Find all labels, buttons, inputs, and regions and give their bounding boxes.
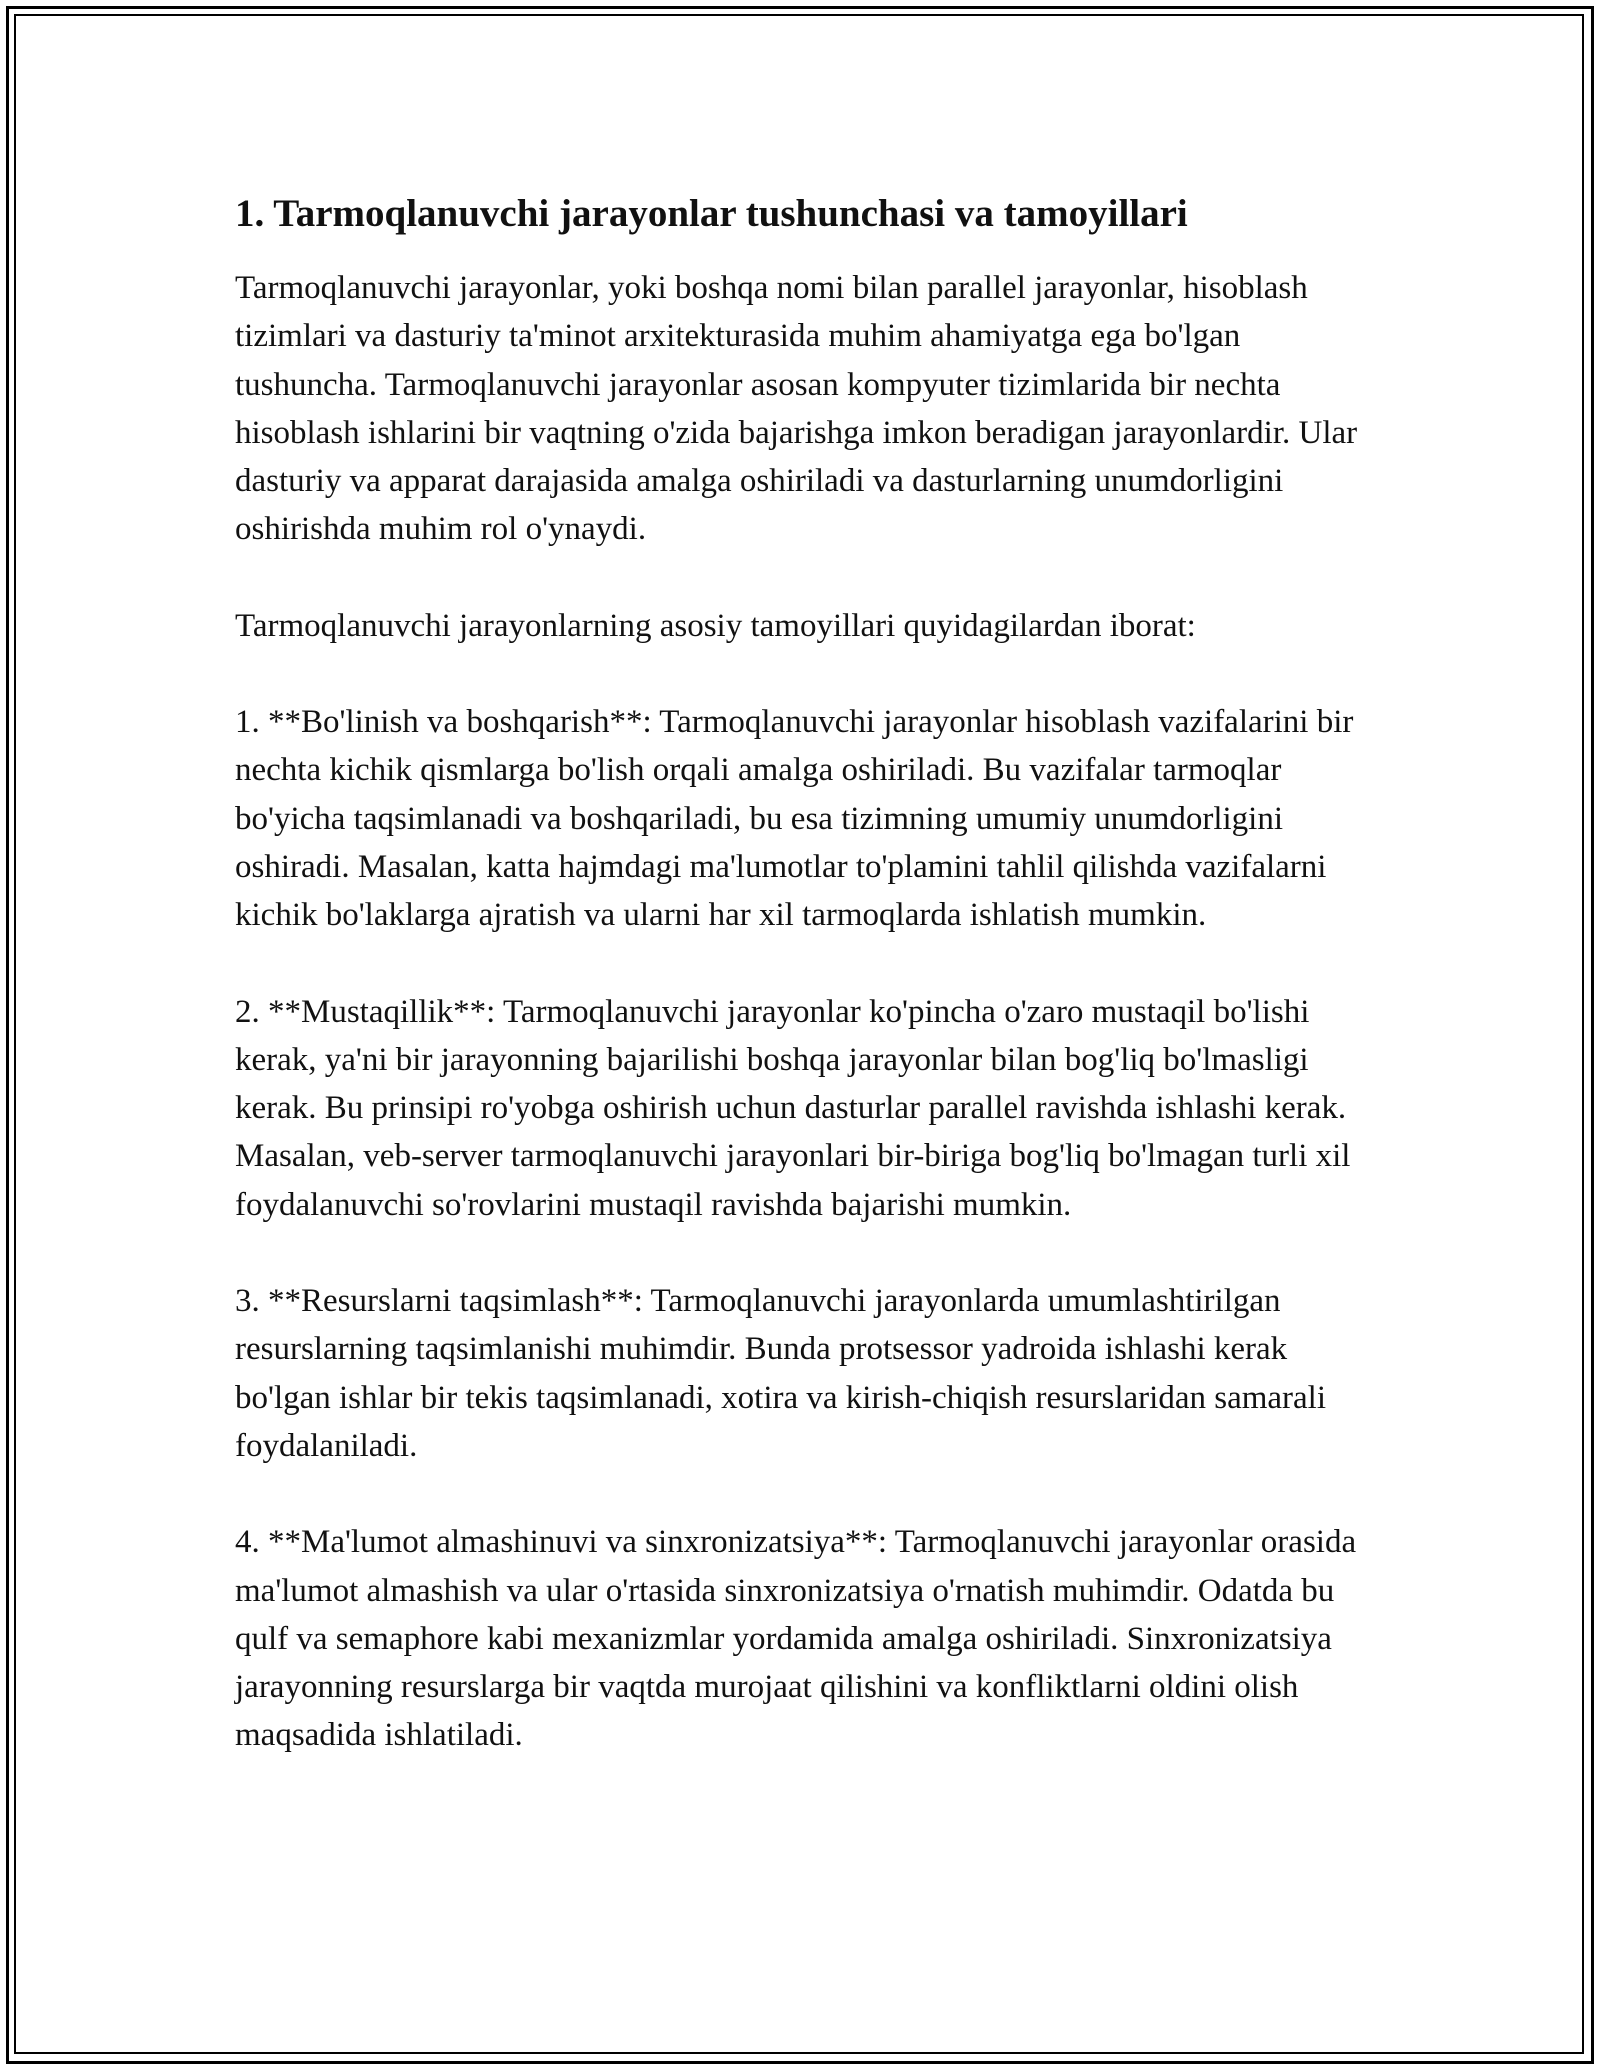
principle-independence: 2. **Mustaqillik**: Tarmoqlanuvchi jarayonlar ko'pincha o'zaro mustaqil bo'lishi kerak, ya'ni bir jarayonning bajarilishi boshqa jarayonlar bilan bog'liq bo'lmasligi kerak. Bu prinsipi ro'yobga oshirish uchun dasturlar parallel ravishda ishlashi kerak. Masalan, veb-server tarmoqlanuvchi jarayonlari bir-biriga bog'liq bo'lmagan turli xil foydalanuvchi so'rovlarini mustaqil ravishda bajarishi mumkin. [235, 993, 1351, 1223]
principle-resources: 3. **Resurslarni taqsimlash**: Tarmoqlanuvchi jarayonlarda umumlashtirilgan resurslarning taqsimlanishi muhimdir. Bunda protsessor yadroida ishlashi kerak bo'lgan ishlar bir tekis taqsimlanadi, xotira va kirish-chiqish resurslaridan samarali foydalaniladi. [235, 1283, 1326, 1464]
principle-division: 1. **Bo'linish va boshqarish**: Tarmoqlanuvchi jarayonlar hisoblash vazifalarini bir nechta kichik qismlarga bo'lish orqali amalga oshiriladi. Bu vazifalar tarmoqlar bo'yicha taqsimlanadi va boshqariladi, bu esa tizimning umumiy unumdorligini oshiradi. Masalan, katta hajmdagi ma'lumotlar to'plamini tahlil qilishda vazifalarni kichik bo'laklarga ajratish va ularni har xil tarmoqlarda ishlatish mumkin. [235, 704, 1354, 934]
intro-paragraph: Tarmoqlanuvchi jarayonlar, yoki boshqa nomi bilan parallel jarayonlar, hisoblash tizimlari va dasturiy ta'minot arxitekturasida muhim ahamiyatga ega bo'lgan tushuncha. Tarmoqlanuvchi jarayonlar asosan kompyuter tizimlarida bir nechta hisoblash ishlarini bir vaqtning o'zida bajarishga imkon beradigan jarayonlardir. Ular dasturiy va apparat darajasida amalga oshiriladi va dasturlarning unumdorligini oshirishda muhim rol o'ynaydi. [235, 270, 1358, 548]
principle-sync: 4. **Ma'lumot almashinuvi va sinxronizatsiya**: Tarmoqlanuvchi jarayonlar orasida ma'lumot almashish va ular o'rtasida sinxronizatsiya o'rnatish muhimdir. Odatda bu qulf va semaphore kabi mexanizmlar yordamida amalga oshiriladi. Sinxronizatsiya jarayonning resurslarga bir vaqtda murojaat qilishini va konfliktlarni oldini olish maqsadida ishlatiladi. [235, 1524, 1357, 1754]
document-body [235, 186, 1367, 1760]
section-heading: 1. Tarmoqlanuvchi jarayonlar tushunchasi va tamoyillari [235, 192, 1188, 235]
principles-intro: Tarmoqlanuvchi jarayonlarning asosiy tamoyillari quyidagilardan iborat: [235, 607, 1196, 644]
